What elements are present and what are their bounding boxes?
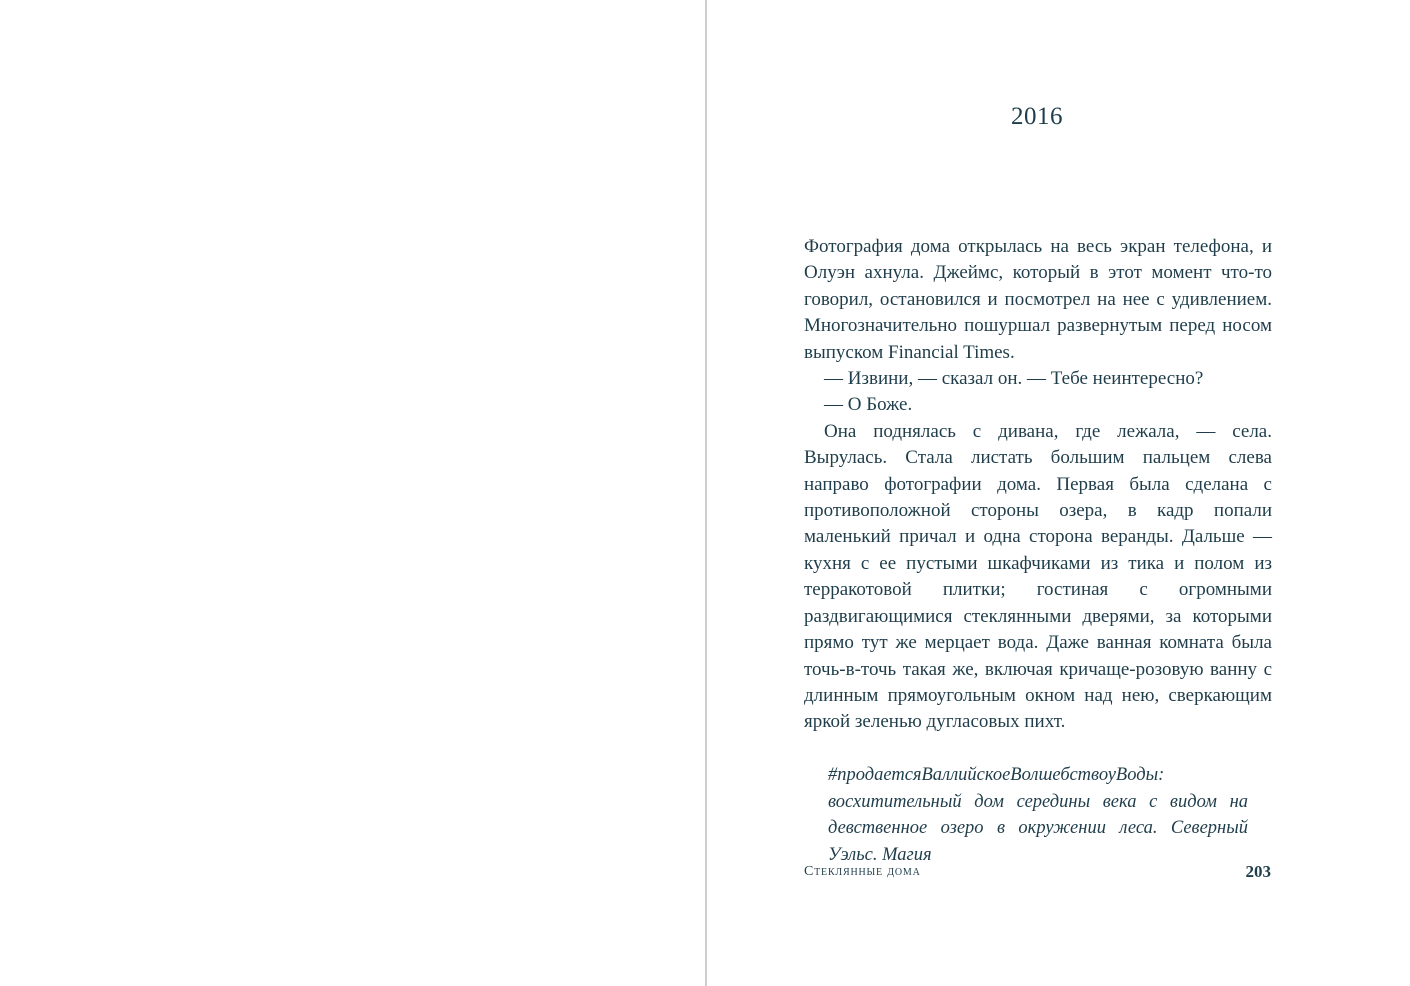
dialog-line: — Извини, — сказал он. — Тебе неинтересно?: [824, 368, 1204, 390]
page-number: 203: [1245, 862, 1271, 881]
paragraph: Она поднялась с дивана, где лежала, — села. Вырулась. Стала листать большим пальцем слева направо фотографии дома. Первая была сделана с противоположной стороны озера, в кадр попали маленький причал и одна сторона веранды. Дальше — кухня с ее пустыми шкафчиками из тика и полом из терракотовой плитки; гостиная с огромными раздвигающимися стеклянными дверями, за которыми прямо тут же мерцает вода. Даже ванная комната была точь-в-точь такая же, включая кричаще-розовую ванну с длинным прямоугольным окном над нею, сверкающим яркой зеленью дугласовых пихт.: [804, 420, 1272, 733]
quote-text: #продаетсяВаллийскоеВолшебствоуВоды: восхитительный дом середины века с видом на девственное озеро в окружении леса. Северный Уэльс. Магия: [828, 765, 1248, 865]
dialog-line: — О Боже.: [824, 394, 913, 416]
paragraph: Фотография дома открылась на весь экран телефона, и Олуэн ахнула. Джеймс, который в этот момент что-то говорил, остановился и посмотрел на нее с удивлением. Многозначительно пошуршал развернутым перед носом выпуском Financial Times.: [804, 236, 1272, 363]
right-page: [707, 0, 1410, 986]
running-title: Стеклянные дома: [804, 864, 921, 879]
body-text: [804, 234, 1272, 736]
hashtag-quote: [828, 762, 1248, 868]
chapter-heading: 2016: [1011, 103, 1063, 130]
